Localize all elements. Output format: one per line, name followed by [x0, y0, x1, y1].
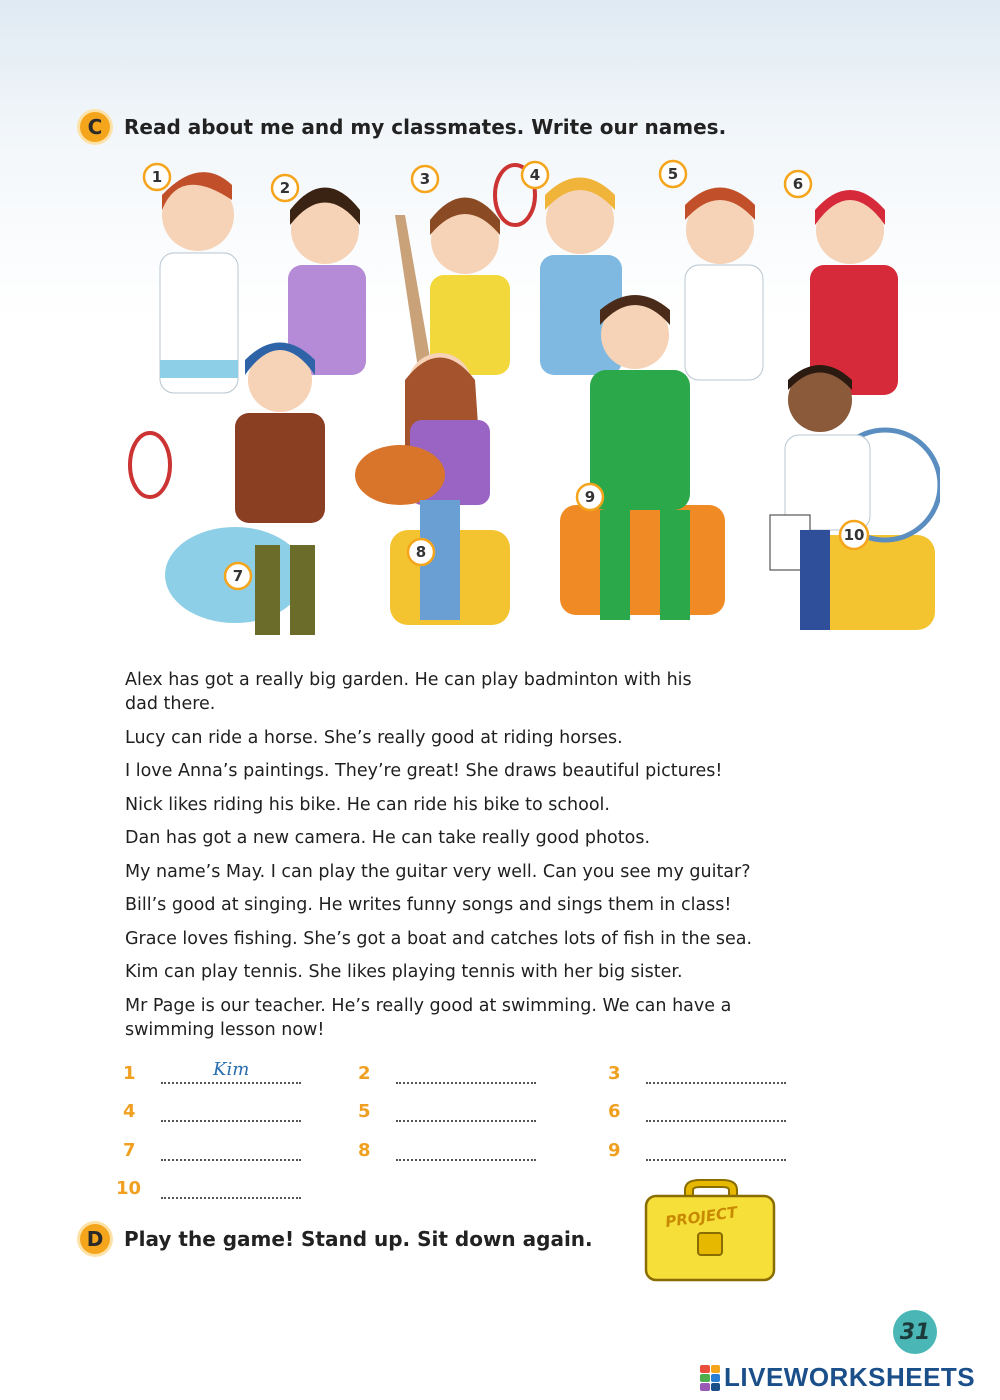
answer-4: [123, 1098, 301, 1122]
kid-6: [810, 190, 898, 395]
kid-5: [685, 188, 763, 381]
answer-7: [123, 1137, 301, 1161]
answer-input-6[interactable]: [646, 1098, 786, 1122]
marker-4: [522, 162, 548, 188]
svg-text:9: 9: [584, 488, 596, 506]
answer-number: 9: [608, 1140, 621, 1161]
sentence-kim: Kim can play tennis. She likes playing tennis with her big sister.: [125, 962, 683, 982]
classmates-illustration: [120, 155, 940, 655]
project-briefcase-icon: [640, 1178, 780, 1283]
marker-7: [225, 563, 251, 589]
answer-number: 8: [358, 1140, 371, 1161]
answer-number: 1: [123, 1063, 136, 1084]
svg-text:2: 2: [279, 179, 291, 197]
answer-8: [358, 1137, 536, 1161]
svg-text:7: 7: [232, 567, 244, 585]
marker-5: [660, 161, 686, 187]
sentence-anna: I love Anna’s paintings. They’re great! She draws beautiful pictures!: [125, 761, 723, 781]
orange-cushion: [560, 505, 725, 615]
sentence-mr-page: Mr Page is our teacher. He’s really good at swimming. We can have a swimming lesson now!: [125, 995, 732, 1040]
brand-name: LIVEWORKSHEETS: [724, 1362, 976, 1392]
section-c-title: Read about me and my classmates. Write our names.: [124, 115, 727, 139]
page-number: 31: [893, 1310, 937, 1354]
answer-input-9[interactable]: [646, 1137, 786, 1161]
answer-input-4[interactable]: [161, 1098, 301, 1122]
answer-3: [608, 1060, 786, 1084]
answer-input-5[interactable]: [396, 1098, 536, 1122]
answer-input-10[interactable]: [161, 1175, 301, 1199]
answer-input-7[interactable]: [161, 1137, 301, 1161]
sentence-may: My name’s May. I can play the guitar very well. Can you see my guitar?: [125, 861, 751, 882]
answer-number: 10: [116, 1178, 142, 1199]
section-d-badge: D: [80, 1224, 110, 1254]
answer-value: Kim: [213, 1059, 250, 1080]
kid-1: [130, 172, 238, 497]
svg-text:8: 8: [415, 543, 427, 561]
marker-2: [272, 175, 298, 201]
kid-3: [430, 198, 510, 376]
answer-input-8[interactable]: [396, 1137, 536, 1161]
svg-text:1: 1: [151, 168, 163, 186]
sentence-grace: Grace loves fishing. She’s got a boat and catches lots of fish in the sea.: [125, 928, 753, 949]
section-c-header: [80, 112, 726, 142]
marker-3: [412, 166, 438, 192]
marker-9: [577, 484, 603, 510]
answer-number: 5: [358, 1101, 371, 1122]
liveworksheets-brand: [700, 1362, 975, 1393]
marker-1: [144, 164, 170, 190]
sentence-lucy: Lucy can ride a horse. She’s really good at riding horses.: [125, 727, 623, 748]
answer-9: [608, 1137, 786, 1161]
answer-10: [116, 1175, 301, 1199]
sentence-bill: Bill’s good at singing. He writes funny songs and sings them in class!: [125, 895, 732, 915]
marker-6: [785, 171, 811, 197]
answer-input-3[interactable]: [646, 1060, 786, 1084]
answer-number: 6: [608, 1101, 621, 1122]
kid-2: [288, 188, 366, 376]
svg-text:4: 4: [529, 166, 541, 184]
answer-input-2[interactable]: [396, 1060, 536, 1084]
answer-5: [358, 1098, 536, 1122]
section-d-title: Play the game! Stand up. Sit down again.: [124, 1227, 593, 1251]
answer-number: 3: [608, 1063, 621, 1084]
section-c-badge: C: [80, 112, 110, 142]
answer-number: 2: [358, 1063, 371, 1084]
project-label: PROJECT: [664, 1203, 739, 1231]
section-d-header: [80, 1224, 593, 1254]
reading-sentences: [125, 668, 825, 1051]
svg-text:3: 3: [419, 170, 431, 188]
sentence-dan: Dan has got a new camera. He can take really good photos.: [125, 828, 651, 848]
answer-number: 4: [123, 1101, 136, 1122]
answer-input-1[interactable]: [161, 1060, 301, 1084]
answer-1: [123, 1060, 301, 1084]
marker-10: [840, 521, 868, 549]
svg-text:5: 5: [667, 165, 679, 183]
answer-6: [608, 1098, 786, 1122]
sentence-nick: Nick likes riding his bike. He can ride his bike to school.: [125, 794, 610, 815]
answer-number: 7: [123, 1140, 136, 1161]
svg-text:6: 6: [792, 175, 804, 193]
answer-2: [358, 1060, 536, 1084]
svg-text:10: 10: [843, 526, 865, 544]
liveworksheets-logo-icon: [700, 1365, 720, 1391]
marker-8: [408, 539, 434, 565]
sentence-alex: Alex has got a really big garden. He can play badminton with his dad there.: [125, 670, 692, 714]
